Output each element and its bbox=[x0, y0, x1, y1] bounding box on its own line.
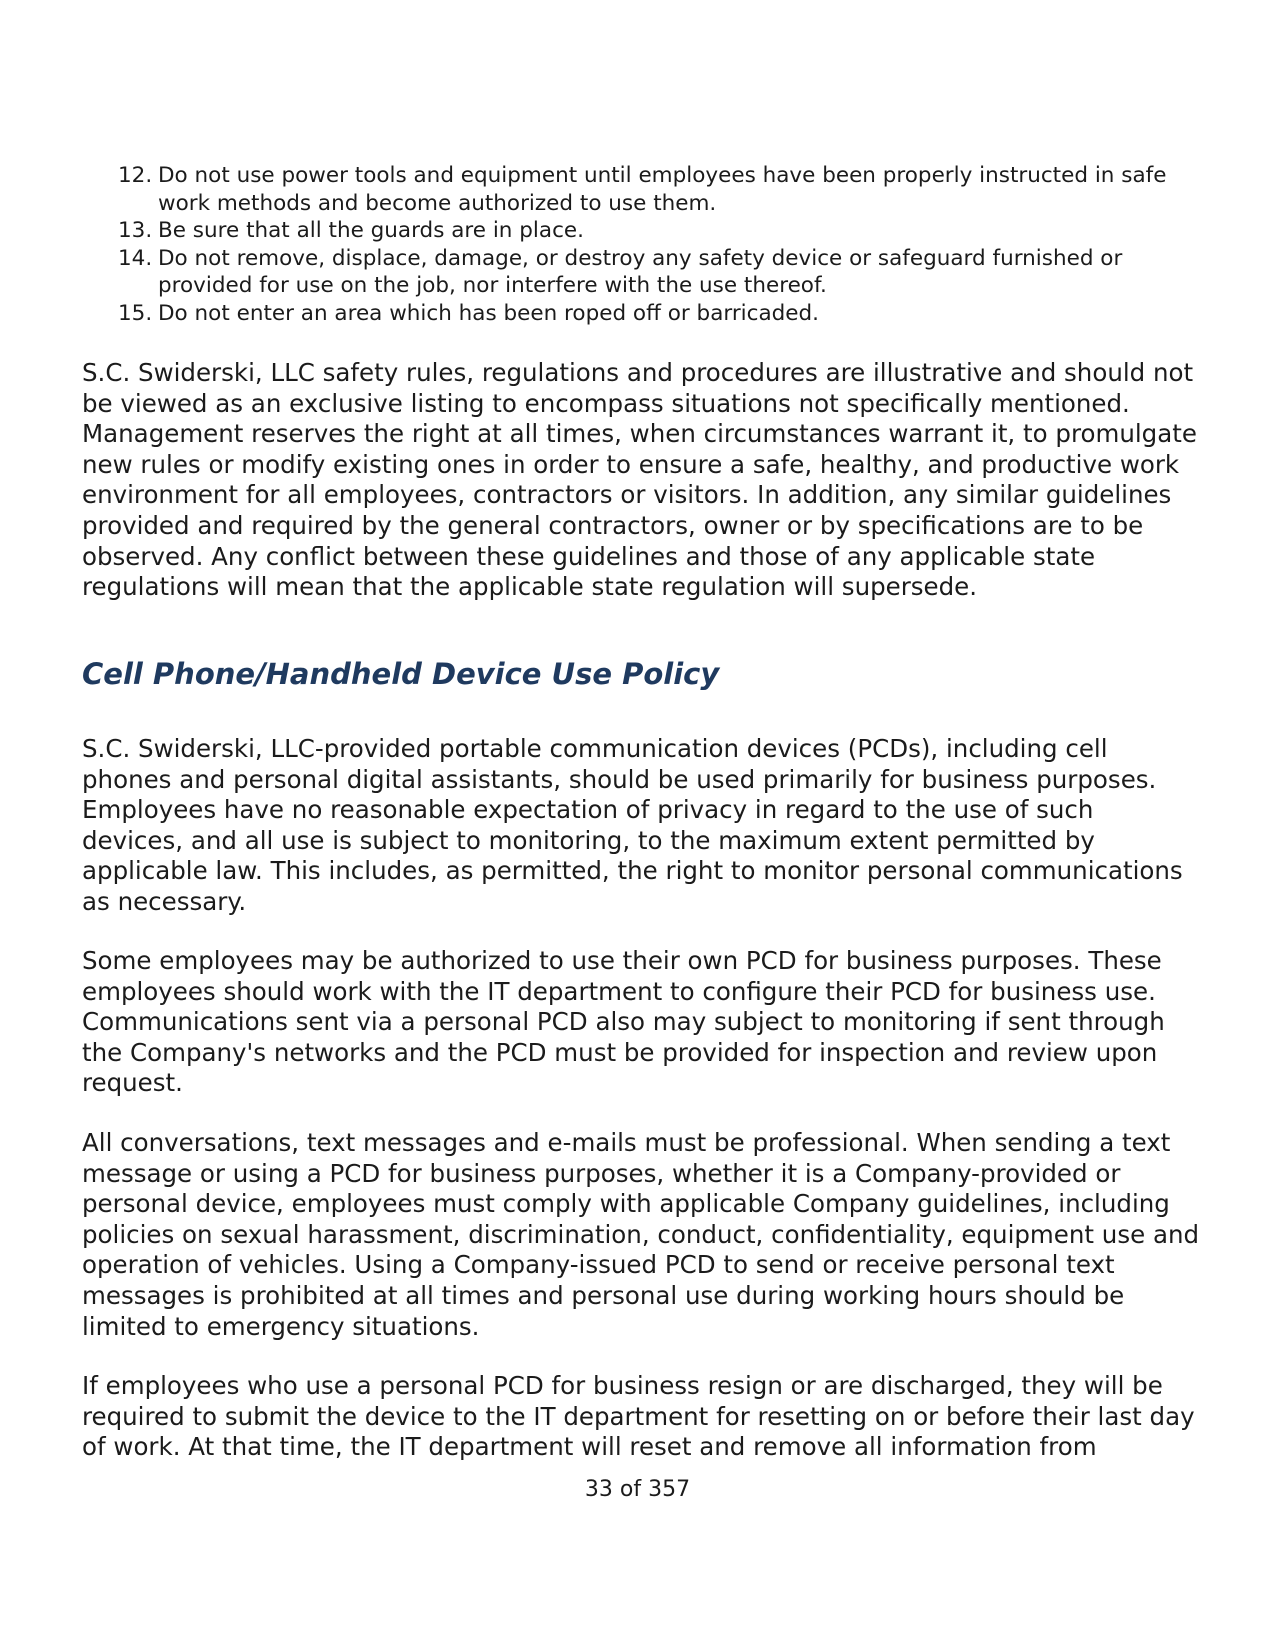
list-item bbox=[118, 162, 1198, 217]
safety-rules-disclaimer-paragraph: S.C. Swiderski, LLC safety rules, regulations and procedures are illustrative and should not be viewed as an exclusive listing to encompass situations not specifically mentioned. Management reserves the right at all times, when circumstances warrant it, to promulgate new rules or modify existing ones in order to ensure a safe, healthy, and productive work environment for all employees, contractors or visitors. In addition, any similar guidelines provided and required by the general contractors, owner or by specifications are to be observed. Any conflict between these guidelines and those of any applicable state regulations will mean that the applicable state regulation will supersede. bbox=[82, 358, 1197, 602]
list-item-number: 15. bbox=[118, 300, 153, 326]
page-number: 33 of 357 bbox=[584, 1477, 691, 1502]
list-item-number: 13. bbox=[118, 218, 153, 244]
list-item-text: Do not use power tools and equipment until employees have been properly instructed in safe work methods and become authorized to use them. bbox=[158, 163, 1167, 216]
pcd-intro-paragraph: S.C. Swiderski, LLC-provided portable communication devices (PCDs), including cell phones and personal digital assistants, should be used primarily for business purposes. Employees have no reasonable expectation of privacy in regard to the use of such devices, and all use is subject to monitoring, to the maximum extent permitted by applicable law. This includes, as permitted, the right to monitor personal communications as necessary. bbox=[82, 734, 1183, 916]
list-item bbox=[118, 217, 1198, 245]
list-item-number: 12. bbox=[118, 163, 153, 188]
conversations-paragraph: All conversations, text messages and e-mails must be professional. When sending a text message or using a PCD for business purposes, whether it is a Company-provided or personal device, employees must comply with applicable Company guidelines, including policies on sexual harassment, discrimination, conduct, confidentiality, equipment use and operation of vehicles. Using a Company-issued PCD to send or receive personal text messages is prohibited at all times and personal use during working hours should be limited to emergency situations. bbox=[82, 1128, 1200, 1341]
list-item-text: Do not enter an area which has been roped off or barricaded. bbox=[158, 300, 820, 326]
list-item bbox=[118, 245, 1198, 300]
personal-pcd-paragraph: Some employees may be authorized to use their own PCD for business purposes. These employees should work with the IT department to configure their PCD for business use. Communications sent via a personal PCD also may subject to monitoring if sent through the Company's networks and the PCD must be provided for inspection and review upon request. bbox=[82, 946, 1165, 1098]
resignation-paragraph: If employees who use a personal PCD for business resign or are discharged, they will be required to submit the device to the IT department for resetting on or before their last day of work. At that time, the IT department will reset and remove all information from bbox=[82, 1371, 1195, 1462]
section-heading: Cell Phone/Handheld Device Use Policy bbox=[82, 657, 720, 691]
list-item bbox=[118, 300, 1198, 328]
list-item-text: Do not remove, displace, damage, or destroy any safety device or safeguard furnished or provided for use on the job, nor interfere with the use thereof. bbox=[158, 245, 1123, 299]
list-item-number: 14. bbox=[118, 245, 153, 271]
safety-rules-list bbox=[118, 162, 1198, 328]
list-item-text: Be sure that all the guards are in place. bbox=[158, 218, 584, 244]
